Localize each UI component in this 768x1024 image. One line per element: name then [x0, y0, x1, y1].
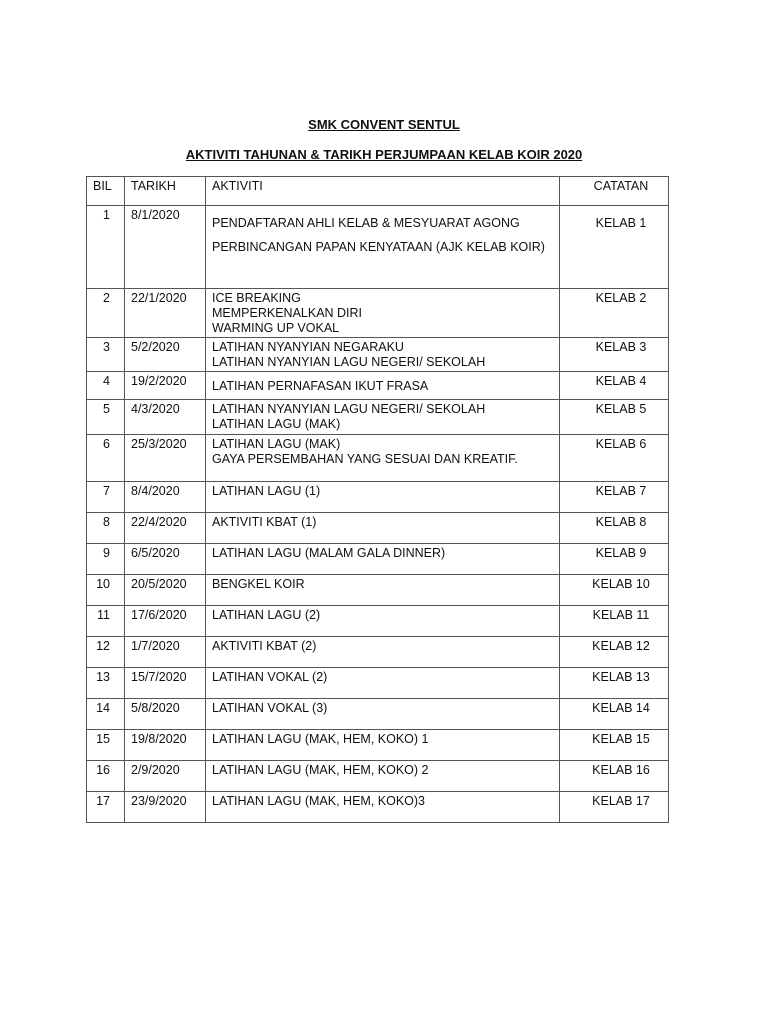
- row-aktiviti: [206, 372, 560, 400]
- row-bil: 5: [87, 400, 125, 435]
- row-bil: 4: [87, 372, 125, 400]
- aktiviti-line: LATIHAN NYANYIAN LAGU NEGERI/ SEKOLAH: [212, 355, 486, 369]
- table-row: [87, 575, 669, 606]
- row-tarikh: 6/5/2020: [125, 544, 206, 575]
- row-aktiviti: LATIHAN VOKAL (3): [206, 699, 560, 730]
- row-catatan: KELAB 8: [560, 513, 669, 544]
- catatan-text: KELAB 1: [595, 216, 647, 230]
- row-tarikh: 25/3/2020: [125, 435, 206, 482]
- row-bil: 16: [87, 761, 125, 792]
- row-catatan: KELAB 6: [560, 435, 669, 482]
- row-bil: 9: [87, 544, 125, 575]
- table-row: [87, 761, 669, 792]
- table-row: [87, 668, 669, 699]
- row-bil: 2: [87, 289, 125, 338]
- header-aktiviti: AKTIVITI: [206, 177, 560, 206]
- row-aktiviti: [206, 206, 560, 289]
- header-bil: BIL: [87, 177, 125, 206]
- table-row: [87, 289, 669, 338]
- aktiviti-line: PERBINCANGAN PAPAN KENYATAAN (AJK KELAB KOIR): [212, 240, 545, 254]
- row-aktiviti: [206, 338, 560, 372]
- row-bil: 15: [87, 730, 125, 761]
- row-aktiviti: AKTIVITI KBAT (2): [206, 637, 560, 668]
- row-bil: 12: [87, 637, 125, 668]
- row-catatan: KELAB 2: [560, 289, 669, 338]
- row-bil: 8: [87, 513, 125, 544]
- row-catatan: [560, 206, 669, 289]
- row-tarikh: 2/9/2020: [125, 761, 206, 792]
- row-catatan: KELAB 14: [560, 699, 669, 730]
- row-catatan: KELAB 17: [560, 792, 669, 823]
- row-aktiviti: LATIHAN LAGU (MALAM GALA DINNER): [206, 544, 560, 575]
- row-tarikh: 8/4/2020: [125, 482, 206, 513]
- aktiviti-line: PENDAFTARAN AHLI KELAB & MESYUARAT AGONG: [212, 216, 520, 230]
- row-tarikh: 8/1/2020: [125, 206, 206, 289]
- row-tarikh: 20/5/2020: [125, 575, 206, 606]
- aktiviti-line: MEMPERKENALKAN DIRI: [212, 306, 363, 320]
- aktiviti-line: LATIHAN NYANYIAN NEGARAKU: [212, 340, 404, 354]
- row-tarikh: 5/2/2020: [125, 338, 206, 372]
- row-bil: 1: [87, 206, 125, 289]
- row-tarikh: 22/4/2020: [125, 513, 206, 544]
- row-aktiviti: LATIHAN LAGU (2): [206, 606, 560, 637]
- row-bil: 6: [87, 435, 125, 482]
- table-row: [87, 400, 669, 435]
- row-catatan: KELAB 7: [560, 482, 669, 513]
- row-tarikh: 1/7/2020: [125, 637, 206, 668]
- row-aktiviti: AKTIVITI KBAT (1): [206, 513, 560, 544]
- row-catatan: KELAB 16: [560, 761, 669, 792]
- row-aktiviti: [206, 289, 560, 338]
- header-catatan: CATATAN: [560, 177, 669, 206]
- row-aktiviti: LATIHAN LAGU (1): [206, 482, 560, 513]
- row-bil: 3: [87, 338, 125, 372]
- row-tarikh: 19/8/2020: [125, 730, 206, 761]
- row-tarikh: 5/8/2020: [125, 699, 206, 730]
- document-subtitle: AKTIVITI TAHUNAN & TARIKH PERJUMPAAN KELAB KOIR 2020: [185, 147, 583, 162]
- activity-table: [86, 176, 669, 823]
- row-aktiviti: LATIHAN LAGU (MAK, HEM, KOKO) 2: [206, 761, 560, 792]
- row-catatan: KELAB 9: [560, 544, 669, 575]
- aktiviti-line: WARMING UP VOKAL: [212, 321, 340, 335]
- row-aktiviti: [206, 435, 560, 482]
- row-bil: 10: [87, 575, 125, 606]
- row-catatan: KELAB 3: [560, 338, 669, 372]
- header-tarikh: TARIKH: [125, 177, 206, 206]
- aktiviti-line: GAYA PERSEMBAHAN YANG SESUAI DAN KREATIF.: [212, 452, 518, 466]
- row-tarikh: 17/6/2020: [125, 606, 206, 637]
- table-row: [87, 338, 669, 372]
- table-header-row: [87, 177, 669, 206]
- row-catatan: KELAB 13: [560, 668, 669, 699]
- row-aktiviti: [206, 400, 560, 435]
- row-bil: 11: [87, 606, 125, 637]
- row-tarikh: 15/7/2020: [125, 668, 206, 699]
- aktiviti-line: LATIHAN LAGU (MAK): [212, 417, 341, 431]
- row-tarikh: 22/1/2020: [125, 289, 206, 338]
- row-catatan: KELAB 12: [560, 637, 669, 668]
- table-row: [87, 544, 669, 575]
- table-row: [87, 699, 669, 730]
- row-bil: 14: [87, 699, 125, 730]
- row-tarikh: 23/9/2020: [125, 792, 206, 823]
- row-aktiviti: LATIHAN LAGU (MAK, HEM, KOKO) 1: [206, 730, 560, 761]
- row-catatan: KELAB 11: [560, 606, 669, 637]
- table-row: [87, 206, 669, 289]
- aktiviti-line: LATIHAN NYANYIAN LAGU NEGERI/ SEKOLAH: [212, 402, 486, 416]
- row-aktiviti: BENGKEL KOIR: [206, 575, 560, 606]
- table-row: [87, 513, 669, 544]
- row-bil: 7: [87, 482, 125, 513]
- row-catatan: KELAB 5: [560, 400, 669, 435]
- row-catatan: KELAB 15: [560, 730, 669, 761]
- table-row: [87, 730, 669, 761]
- row-aktiviti: LATIHAN VOKAL (2): [206, 668, 560, 699]
- row-tarikh: 19/2/2020: [125, 372, 206, 400]
- aktiviti-line: LATIHAN PERNAFASAN IKUT FRASA: [212, 379, 429, 393]
- row-aktiviti: LATIHAN LAGU (MAK, HEM, KOKO)3: [206, 792, 560, 823]
- row-bil: 13: [87, 668, 125, 699]
- table-row: [87, 792, 669, 823]
- table-row: [87, 435, 669, 482]
- row-catatan: KELAB 4: [560, 372, 669, 400]
- table-row: [87, 372, 669, 400]
- document-title: SMK CONVENT SENTUL: [308, 117, 460, 132]
- aktiviti-line: LATIHAN LAGU (MAK): [212, 437, 341, 451]
- table-row: [87, 606, 669, 637]
- row-bil: 17: [87, 792, 125, 823]
- row-catatan: KELAB 10: [560, 575, 669, 606]
- row-tarikh: 4/3/2020: [125, 400, 206, 435]
- table-row: [87, 482, 669, 513]
- table-row: [87, 637, 669, 668]
- aktiviti-line: ICE BREAKING: [212, 291, 301, 305]
